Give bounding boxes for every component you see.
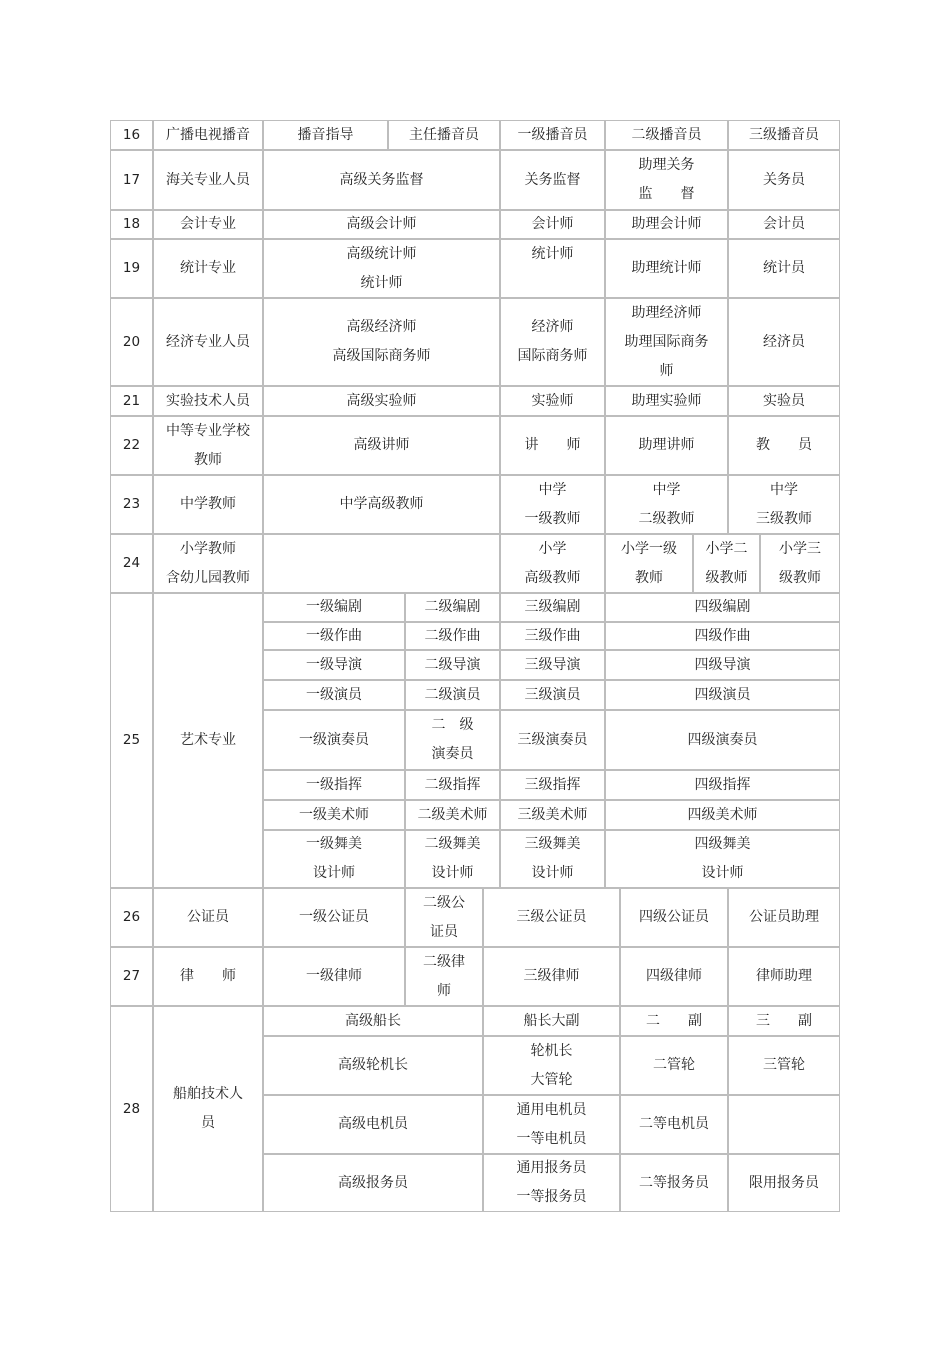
row-number [110,593,153,888]
title-cell [500,593,605,622]
title-cell [263,593,405,622]
cell-text: 二级公 [423,894,465,911]
cell-text: 四级美术师 [687,806,758,823]
cell-text: 中学 [770,481,798,498]
cell-text: 三级公证员 [516,909,587,925]
cell-text: 二级播音员 [631,126,702,143]
title-cell [263,386,500,416]
title-cell [500,770,605,800]
cell-text: 国际商务师 [517,348,588,364]
cell-text: 二级教师 [638,510,695,527]
title-cell [500,150,605,210]
title-cell [605,239,728,298]
cell-text: 艺术专业 [180,732,236,748]
title-cell [620,888,728,947]
cell-text: 三级编剧 [524,599,581,615]
cell-text: 实验技术人员 [166,392,250,409]
cell-text: 中等专业学校 [166,422,250,439]
title-cell [620,1006,728,1036]
cell-text: 助理经济师 [631,304,702,321]
category-label [153,947,263,1006]
title-cell [263,120,388,150]
title-cell [500,680,605,710]
title-cell [500,120,605,150]
cell-text: 主任播音员 [409,126,479,143]
cell-text: 讲 师 [524,437,581,453]
cell-text: 27 [122,968,141,984]
cell-text: 二级导演 [424,656,481,673]
title-cell [620,1095,728,1154]
row-number [110,475,153,534]
cell-text: 28 [122,1100,141,1117]
cell-text: 小学教师 [180,540,236,557]
cell-text: 中学高级教师 [339,496,424,512]
title-cell [605,650,840,680]
title-cell [500,534,605,593]
cell-text: 四级舞美 [694,836,751,852]
title-cell [500,475,605,534]
title-cell [728,210,840,239]
title-cell [728,298,840,386]
cell-text: 级教师 [779,569,821,586]
title-cell [405,800,500,830]
cell-text: 四级公证员 [639,909,709,925]
title-cell [605,210,728,239]
row-number [110,534,153,593]
title-cell [500,416,605,475]
title-cell [405,680,500,710]
cell-text: 26 [122,909,141,925]
title-cell [405,947,483,1006]
cell-text: 18 [122,216,141,232]
cell-text: 统计专业 [180,260,236,276]
title-cell [483,888,620,947]
cell-text: 教 员 [756,437,812,453]
cell-text: 17 [122,171,141,188]
cell-text: 公证员助理 [749,909,819,925]
cell-text: 助理实验师 [631,392,702,409]
cell-text: 一级演员 [306,686,362,703]
title-cell [620,1154,728,1212]
title-cell [500,298,605,386]
title-cell [405,770,500,800]
title-cell [405,830,500,888]
cell-text: 一等报务员 [516,1189,587,1205]
cell-text: 三级作曲 [524,627,581,644]
title-cell [405,622,500,650]
category-label [153,150,263,210]
cell-text: 关务监督 [524,171,581,188]
empty-cell [263,534,500,593]
cell-text: 船长大副 [523,1012,580,1029]
title-cell [728,888,840,947]
title-cell [605,710,840,770]
cell-text: 统计员 [763,260,805,276]
cell-text: 一级导演 [306,656,362,673]
title-cell [728,150,840,210]
row-number [110,386,153,416]
cell-text: 高级轮机长 [338,1057,408,1073]
category-label [153,593,263,888]
cell-text: 教师 [635,569,663,586]
cell-text: 会计员 [763,216,805,232]
cell-text: 中学 [652,481,681,498]
cell-text: 一级律师 [306,968,362,984]
title-cell [483,947,620,1006]
empty-cell [728,1095,840,1154]
title-cell [263,1036,483,1095]
cell-text: 三管轮 [763,1057,805,1073]
cell-text: 25 [122,732,141,748]
title-cell [728,1154,840,1212]
cell-text: 四级指挥 [694,776,751,793]
cell-text: 律 师 [180,968,236,984]
title-cell [605,534,693,593]
title-cell [263,888,405,947]
cell-text: 一级教师 [524,510,581,527]
title-cell [728,386,840,416]
cell-text: 设计师 [313,865,355,881]
title-cell [728,416,840,475]
cell-text: 高级经济师 [346,319,417,335]
category-label [153,888,263,947]
cell-text: 二级美术师 [417,806,488,823]
cell-text: 22 [122,437,141,453]
title-cell [605,622,840,650]
cell-text: 实验员 [763,392,805,409]
cell-text: 二级舞美 [424,836,481,852]
title-cell [605,680,840,710]
cell-text: 三级导演 [524,656,581,673]
cell-text: 二级律 [423,953,465,970]
cell-text: 三级指挥 [524,776,581,793]
cell-text: 高级会计师 [346,216,417,232]
cell-text: 经济员 [763,333,805,350]
cell-text: 小学三 [779,540,821,557]
cell-text: 二级作曲 [424,627,481,644]
row-number [110,947,153,1006]
cell-text: 监 督 [638,186,695,202]
cell-text: 高级关务监督 [339,171,424,188]
row-number [110,298,153,386]
cell-text: 助理国际商务 [624,333,709,350]
category-label [153,298,263,386]
cell-text: 小学一级 [621,540,677,557]
title-cell [483,1095,620,1154]
cell-text: 一级编剧 [306,599,362,615]
cell-text: 中学 [538,481,567,498]
cell-text: 一级演奏员 [299,731,369,748]
cell-text: 小学二 [705,540,748,557]
cell-text: 高级报务员 [338,1174,408,1191]
title-cell [263,800,405,830]
cell-text: 助理讲师 [638,437,695,453]
cell-text: 实验师 [531,392,574,409]
cell-text: 演奏员 [431,746,474,762]
cell-text: 师 [437,982,451,999]
title-cell [605,120,728,150]
cell-text: 三级律师 [523,968,580,984]
cell-text: 一级舞美 [306,836,362,852]
cell-text: 会计师 [531,216,574,232]
cell-text: 设计师 [531,865,574,881]
cell-text: 高级讲师 [353,437,410,453]
cell-text: 二管轮 [653,1057,695,1073]
row-number [110,120,153,150]
title-cell [728,120,840,150]
cell-text: 员 [201,1115,215,1131]
cell-text: 高级电机员 [338,1116,408,1132]
cell-text: 教师 [194,451,222,468]
title-cell [263,710,405,770]
title-cell [263,947,405,1006]
title-cell [263,475,500,534]
title-cell [500,710,605,770]
title-cell [605,150,728,210]
title-cell [728,947,840,1006]
cell-text: 二级指挥 [424,776,481,793]
cell-text: 设计师 [701,865,744,881]
title-cell [263,1095,483,1154]
title-cell [263,210,500,239]
cell-text: 四级导演 [694,656,751,673]
cell-text: 关务员 [763,171,805,188]
cell-text: 21 [122,392,141,409]
cell-text: 高级教师 [524,569,581,586]
row-number [110,1006,153,1212]
cell-text: 统计师 [360,274,403,291]
cell-text: 通用电机员 [516,1101,587,1118]
title-cell [263,1154,483,1212]
row-number [110,239,153,298]
title-cell [500,650,605,680]
cell-text: 中学教师 [180,496,236,512]
cell-text: 20 [122,333,141,350]
title-cell [263,622,405,650]
category-label [153,210,263,239]
cell-text: 限用报务员 [749,1174,819,1191]
cell-text: 一级指挥 [306,776,362,793]
cell-text: 小学 [538,540,567,557]
cell-text: 一等电机员 [516,1130,587,1147]
cell-text: 二等报务员 [639,1174,709,1191]
title-cell [263,239,500,298]
category-label [153,416,263,475]
title-cell [728,1006,840,1036]
cell-text: 师 [659,362,674,379]
title-cell [605,800,840,830]
cell-text: 四级编剧 [694,599,751,615]
title-cell [500,210,605,239]
cell-text: 统计师 [531,246,574,262]
cell-text: 16 [122,126,141,143]
cell-text: 19 [122,260,141,276]
title-cell [620,947,728,1006]
cell-text: 海关专业人员 [166,171,250,188]
cell-text: 助理会计师 [631,216,702,232]
title-cell [483,1006,620,1036]
title-cell [263,298,500,386]
cell-text: 一级美术师 [299,806,369,823]
title-cell [728,239,840,298]
cell-text: 助理统计师 [631,260,702,276]
cell-text: 助理关务 [638,157,695,173]
category-label [153,534,263,593]
title-cell [388,120,500,150]
category-label [153,239,263,298]
cell-text: 级教师 [705,569,748,586]
cell-text: 二 副 [646,1012,702,1029]
cell-text: 三级演奏员 [517,731,588,748]
cell-text: 24 [122,555,141,571]
cell-text: 三级美术师 [517,806,588,823]
cell-text: 广播电视播音 [166,126,250,143]
title-cell [500,386,605,416]
row-number [110,888,153,947]
cell-text: 含幼儿园教师 [166,569,250,586]
title-cell [728,1036,840,1095]
cell-text: 四级演奏员 [687,731,758,748]
title-cell [263,416,500,475]
cell-text: 通用报务员 [516,1160,587,1176]
cell-text: 一级播音员 [517,126,588,143]
cell-text: 二 级 [431,717,474,733]
cell-text: 23 [122,496,141,512]
title-cell [263,1006,483,1036]
cell-text: 高级统计师 [346,245,417,262]
cell-text: 三级演员 [524,686,581,703]
title-cell [405,593,500,622]
cell-text: 经济专业人员 [166,333,250,350]
category-label [153,1006,263,1212]
cell-text: 二级编剧 [424,599,481,615]
cell-text: 轮机长 [530,1042,573,1059]
title-cell [605,475,728,534]
category-label [153,475,263,534]
title-cell [605,770,840,800]
cell-text: 高级实验师 [346,392,417,409]
title-cell [405,650,500,680]
cell-text: 经济师 [531,319,574,335]
title-cell [605,386,728,416]
title-cell [620,1036,728,1095]
cell-text: 播音指导 [297,126,354,143]
row-number [110,210,153,239]
title-cell [263,680,405,710]
cell-text: 二级演员 [424,686,481,703]
title-cell [500,830,605,888]
title-cell [605,593,840,622]
cell-text: 律师助理 [756,968,812,984]
title-cell [605,830,840,888]
title-cell [500,622,605,650]
category-label [153,386,263,416]
cell-text: 公证员 [187,909,229,925]
cell-text: 大管轮 [530,1071,573,1088]
title-cell [483,1154,620,1212]
title-cell [693,534,760,593]
cell-text: 三级教师 [756,510,812,527]
category-label [153,120,263,150]
cell-text: 二等电机员 [639,1116,709,1132]
title-cell [500,800,605,830]
title-cell [405,710,500,770]
cell-text: 高级国际商务师 [332,348,431,364]
cell-text: 三级舞美 [524,836,581,852]
cell-text: 一级公证员 [299,909,369,925]
cell-text: 四级律师 [646,968,702,984]
cell-text: 一级作曲 [306,627,362,644]
cell-text: 四级演员 [694,686,751,703]
title-cell [605,416,728,475]
cell-text: 高级船长 [345,1012,401,1029]
title-cell [483,1036,620,1095]
title-cell [263,770,405,800]
cell-text: 设计师 [431,865,474,881]
title-cell [605,298,728,386]
row-number [110,150,153,210]
title-cell [728,475,840,534]
title-cell [263,150,500,210]
cell-text: 船舶技术人 [173,1086,243,1102]
cell-text: 会计专业 [180,216,236,232]
cell-text: 四级作曲 [694,627,751,644]
title-cell [263,650,405,680]
row-number [110,416,153,475]
cell-text: 证员 [430,923,458,940]
cell-text: 三 副 [756,1012,812,1029]
title-cell [405,888,483,947]
cell-text: 三级播音员 [749,126,819,143]
title-cell [263,830,405,888]
title-cell [500,239,605,298]
title-cell [760,534,840,593]
